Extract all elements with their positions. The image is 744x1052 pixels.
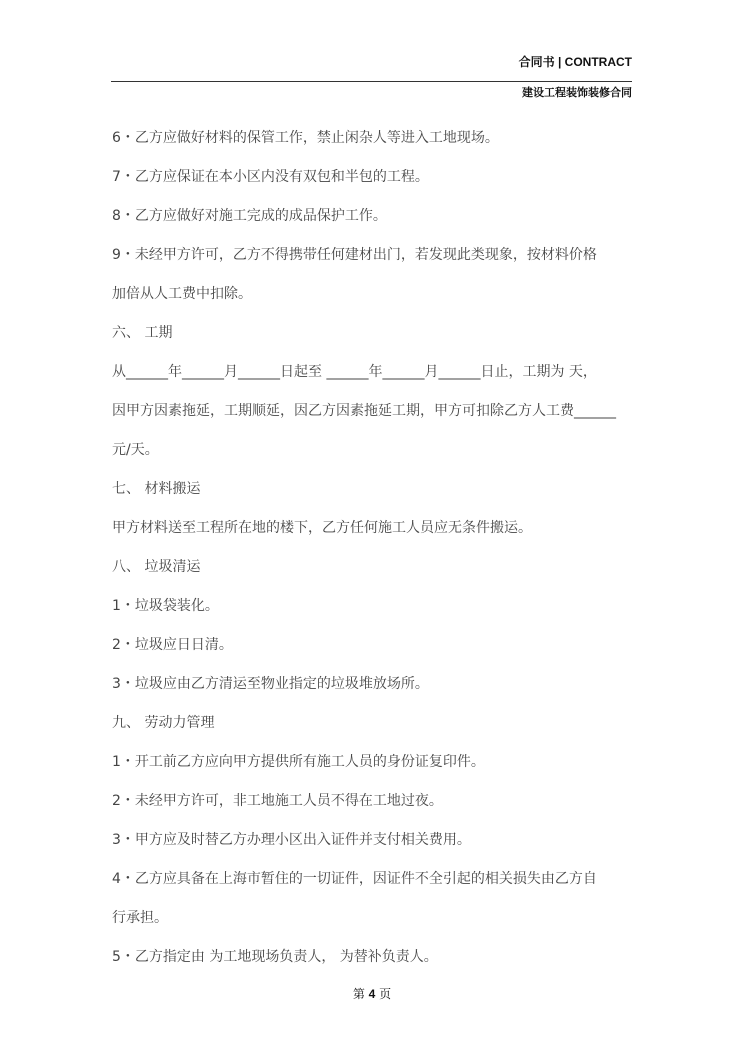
paragraph-line: 元/天。 (112, 442, 159, 458)
document-body (112, 119, 632, 977)
paragraph-line: 3・垃圾应由乙方清运至物业指定的垃圾堆放场所。 (112, 676, 429, 692)
paragraph-line: 6・乙方应做好材料的保管工作，禁止闲杂人等进入工地现场。 (112, 130, 499, 146)
paragraph-line: 行承担。 (112, 910, 168, 926)
page-number: 4 (368, 987, 376, 1001)
paragraph-line: 加倍从人工费中扣除。 (112, 286, 252, 302)
section-heading: 九、 劳动力管理 (112, 715, 215, 731)
paragraph-line: 从______年______月______日起至 ______年______月______日止，工期为 天， (112, 364, 597, 380)
paragraph-line: 8・乙方应做好对施工完成的成品保护工作。 (112, 208, 387, 224)
section-heading: 七、 材料搬运 (112, 481, 201, 497)
page-footer (0, 985, 744, 1002)
paragraph-line: 2・未经甲方许可，非工地施工人员不得在工地过夜。 (112, 793, 443, 809)
paragraph-line: 9・未经甲方许可，乙方不得携带任何建材出门，若发现此类现象，按材料价格 (112, 247, 597, 263)
paragraph-line: 4・乙方应具备在上海市暂住的一切证件，因证件不全引起的相关损失由乙方自 (112, 871, 597, 887)
paragraph-line: 5・乙方指定由 为工地现场负责人， 为替补负责人。 (112, 949, 438, 965)
header-title: 合同书 | CONTRACT (518, 55, 632, 69)
section-heading: 六、 工期 (112, 325, 173, 341)
header-divider (111, 81, 632, 82)
page-suffix: 页 (379, 987, 392, 1001)
paragraph-line: 因甲方因素拖延，工期顺延，因乙方因素拖延工期，甲方可扣除乙方人工费______ (112, 403, 616, 419)
paragraph-line: 1・垃圾袋装化。 (112, 598, 219, 614)
paragraph-line: 7・乙方应保证在本小区内没有双包和半包的工程。 (112, 169, 429, 185)
paragraph-line: 3・甲方应及时替乙方办理小区出入证件并支付相关费用。 (112, 832, 471, 848)
paragraph-line: 2・垃圾应日日清。 (112, 637, 233, 653)
page-prefix: 第 (352, 987, 365, 1001)
header-subtitle: 建设工程装饰装修合同 (522, 86, 632, 99)
paragraph-line: 1・开工前乙方应向甲方提供所有施工人员的身份证复印件。 (112, 754, 485, 770)
paragraph-line: 甲方材料送至工程所在地的楼下，乙方任何施工人员应无条件搬运。 (112, 520, 532, 536)
section-heading: 八、 垃圾清运 (112, 559, 201, 575)
